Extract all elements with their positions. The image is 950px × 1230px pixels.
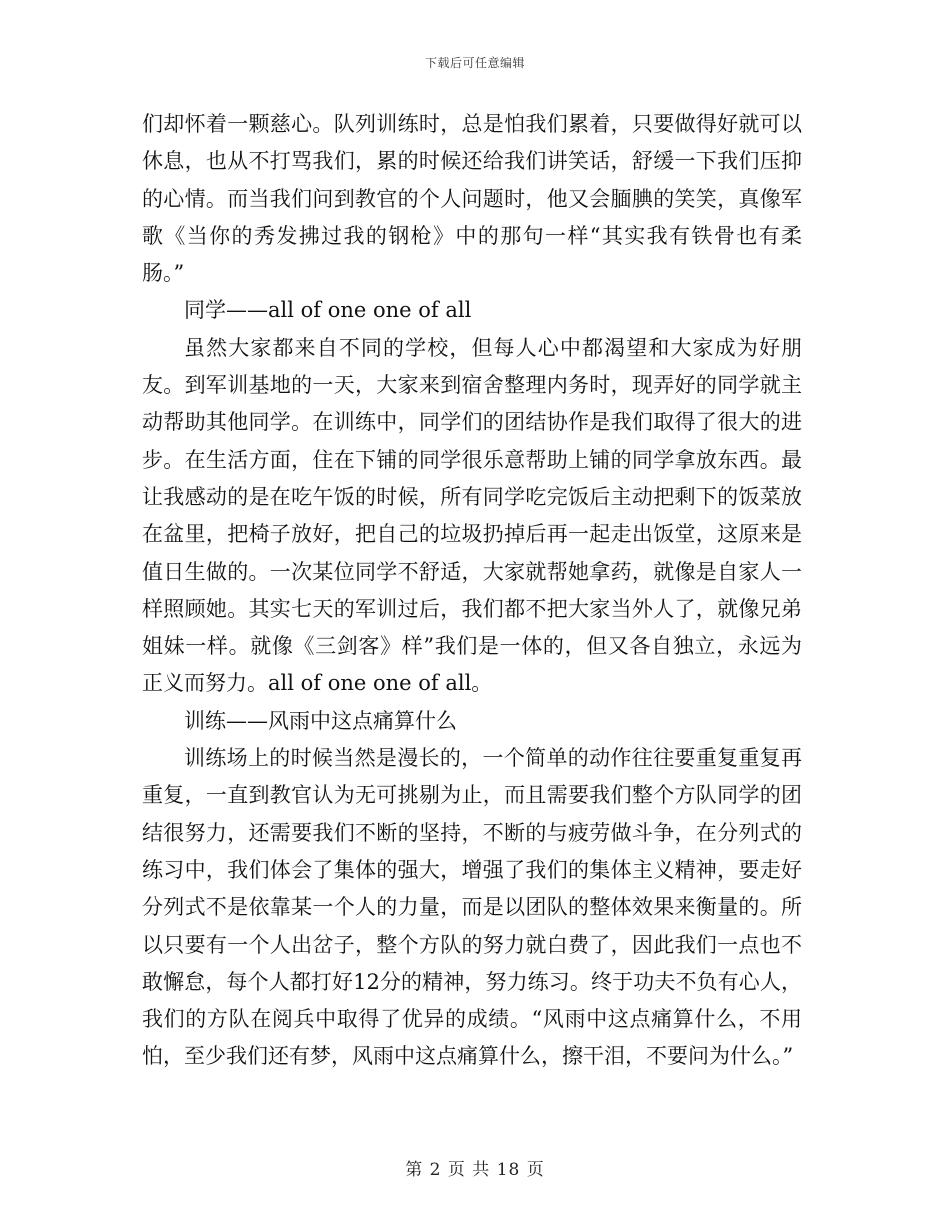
page-number-footer: 第 2 页 共 18 页 (405, 1160, 545, 1180)
paragraph-instructor-kindness: 们却怀着一颗慈心。队列训练时，总是怕我们累着，只要做得好就可以休息，也从不打骂我们，累的时候还给我们讲笑话，舒缓一下我们压抑的心情。而当我们问到教官的个人问题时，他又会腼腆的笑笑，真像军歌《当你的秀发拂过我的钢枪》中的那句一样“其实我有铁骨也有柔肠。” (142, 112, 802, 286)
section-heading-classmates: 同学——all of one one of all (184, 298, 472, 323)
paragraph-training: 训练场上的时候当然是漫长的，一个简单的动作往往要重复重复再重复，一直到教官认为无可挑剔为止，而且需要我们整个方队同学的团结很努力，还需要我们不断的坚持，不断的与疲劳做斗争，在分列式的练习中，我们体会了集体的强大，增强了我们的集体主义精神，要走好分列式不是依靠某一个人的力量，而是以团队的整体效果来衡量的。所以只要有一个人出岔子，整个方队的努力就白费了，因此我们一点也不敢懈怠，每个人都打好12分的精神，努力练习。终于功夫不负有心人，我们的方队在阅兵中取得了优异的成绩。“风雨中这点痛算什么，不用怕，至少我们还有梦，风雨中这点痛算什么，擦干泪，不要问为什么。” (142, 746, 802, 1069)
section-heading-training: 训练——风雨中这点痛算什么 (184, 708, 457, 733)
document-body (142, 106, 802, 1076)
page-header: 下载后可任意编辑 (424, 56, 525, 70)
paragraph-classmates: 虽然大家都来自不同的学校，但每人心中都渴望和大家成为好朋友。到军训基地的一天，大家来到宿舍整理内务时，现弄好的同学就主动帮助其他同学。在训练中，同学们的团结协作是我们取得了很大的进步。在生活方面，住在下铺的同学很乐意帮助上铺的同学拿放东西。最让我感动的是在吃午饭的时候，所有同学吃完饭后主动把剩下的饭菜放在盆里，把椅子放好，把自己的垃圾扔掉后再一起走出饭堂，这原来是值日生做的。一次某位同学不舒适，大家就帮她拿药，就像是自家人一样照顾她。其实七天的军训过后，我们都不把大家当外人了，就像兄弟姐妹一样。就像《三剑客》样”我们是一体的，但又各自独立，永远为正义而努力。all of one one of all。 (142, 335, 802, 696)
